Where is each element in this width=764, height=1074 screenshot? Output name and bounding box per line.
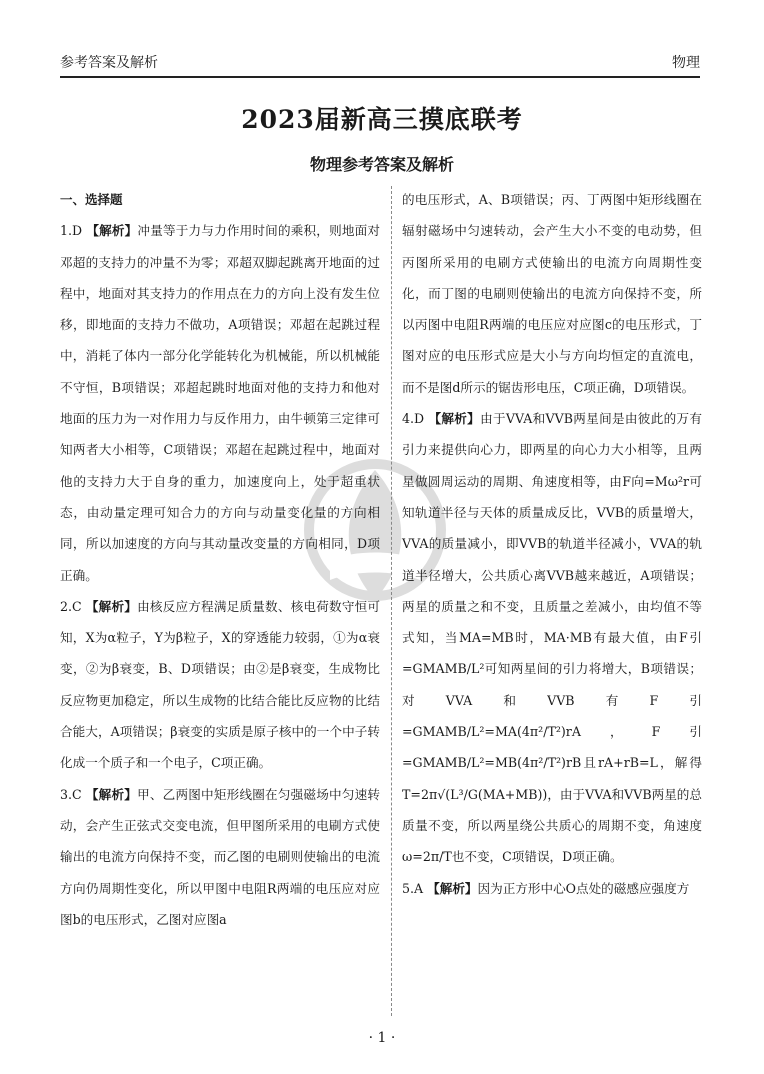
- answer-key-subtitle: 物理参考答案及解析: [309, 155, 454, 174]
- answer-item-4: [402, 403, 702, 872]
- answer-text: 甲、乙两图中矩形线圈在匀强磁场中匀速转动，会产生正弦式交变电流，但甲图所采用的电刷方式使输出的电流方向保持不变，而乙图的电刷则使输出的电流方向仍周期性变化，所以甲图中电阻R两端的电压应对应图b的电压形式，乙图对应图a: [60, 786, 380, 927]
- page-number: · 1 ·: [368, 1030, 396, 1046]
- left-column: [60, 184, 380, 935]
- answer-number: 1.D: [60, 223, 83, 239]
- answer-text: 由于VVA和VVB两星间是由彼此的万有引力来提供向心力，即两星的向心力大小相等，且两星做圆周运动的周期、角速度相等，由F向=Mω²r可知轨道半径与天体的质量成反比，VVB的质量增大，VVA的质量减小，即VVB的轨道半径减小，VVA的轨道半径增大，公共质心离VVB越来越近，A项错误；两星的质量之和不变，且质量之差减小，由均值不等式知，当MA=MB时，MA·MB有最大值，由F引=GMAMB/L²可知两星间的引力将增大，B项错误；对VVA和VVB有F引=GMAMB/L²=MA(4π²/T²)rA，F引=GMAMB/L²=MB(4π²/T²)rB且rA+rB=L，解得T=2π√(L³/G(MA+MB))，由于VVA和VVB两星的总质量不变，所以两星绕公共质心的周期不变，角速度ω=2π/T也不变，C项错误，D项正确。: [402, 411, 703, 865]
- answer-number: 4.D: [402, 411, 425, 427]
- section-heading: 一、选择题: [60, 192, 123, 207]
- answer-item-1: [60, 215, 380, 591]
- answer-number: 3.C: [60, 786, 82, 802]
- answer-number: 2.C: [60, 598, 82, 614]
- answer-item-3: [60, 779, 380, 935]
- header-subject-label: 物理: [672, 55, 700, 71]
- answer-text: 由核反应方程满足质量数、核电荷数守恒可知，X为α粒子，Y为β粒子，X的穿透能力较弱，①为α衰变，②为β衰变，B、D项错误；由②是β衰变，生成物比反应物更加稳定，所以生成物的比结合能比反应物的比结合能大，A项错误；β衰变的实质是原子核中的一个中子转化成一个质子和一个电子，C项正确。: [60, 598, 380, 771]
- answer-item-3-continued: [402, 184, 702, 403]
- right-column: [402, 184, 702, 904]
- exam-title: 2023届新高三摸底联考: [241, 105, 523, 134]
- analysis-tag: 【解析】: [85, 598, 138, 614]
- column-divider: [391, 186, 392, 1016]
- analysis-tag: 【解析】: [428, 411, 481, 427]
- answer-item-2: [60, 591, 380, 779]
- page-header: [60, 44, 700, 78]
- analysis-tag: 【解析】: [427, 880, 478, 896]
- answer-text: 冲量等于力与力作用时间的乘积，则地面对邓超的支持力的冲量不为零；邓超双脚起跳离开地面的过程中，地面对其支持力的作用点在力的方向上没有发生位移，即地面的支持力不做功，A项错误；邓超在起跳过程中，消耗了体内一部分化学能转化为机械能，所以机械能不守恒，B项错误；邓超起跳时地面对他的支持力和他对地面的压力为一对作用力与反作用力，由牛顿第三定律可知两者大小相等，C项错误；邓超在起跳过程中，地面对他的支持力大于自身的重力，加速度向上，处于超重状态，由动量定理可知合力的方向与动量变化量的方向相同，所以加速度的方向与其动量改变量的方向相同，D项正确。: [60, 223, 380, 583]
- answer-text: 因为正方形中心O点处的磁感应强度方: [477, 880, 690, 896]
- answer-text: 的电压形式，A、B项错误；丙、丁两图中矩形线圈在辐射磁场中匀速转动，会产生大小不变的电动势，但丙图所采用的电刷方式使输出的电流方向周期性变化，而丁图的电刷则使输出的电流方向保持不变，所以丙图中电阻R两端的电压应对应图c的电压形式，丁图对应的电压形式应是大小与方向均恒定的直流电，而不是图d所示的锯齿形电压，C项正确，D项错误。: [402, 192, 702, 395]
- analysis-tag: 【解析】: [86, 223, 138, 239]
- header-left-label: 参考答案及解析: [60, 55, 158, 71]
- answer-item-5: [402, 873, 702, 904]
- answer-number: 5.A: [402, 880, 424, 896]
- analysis-tag: 【解析】: [85, 786, 138, 802]
